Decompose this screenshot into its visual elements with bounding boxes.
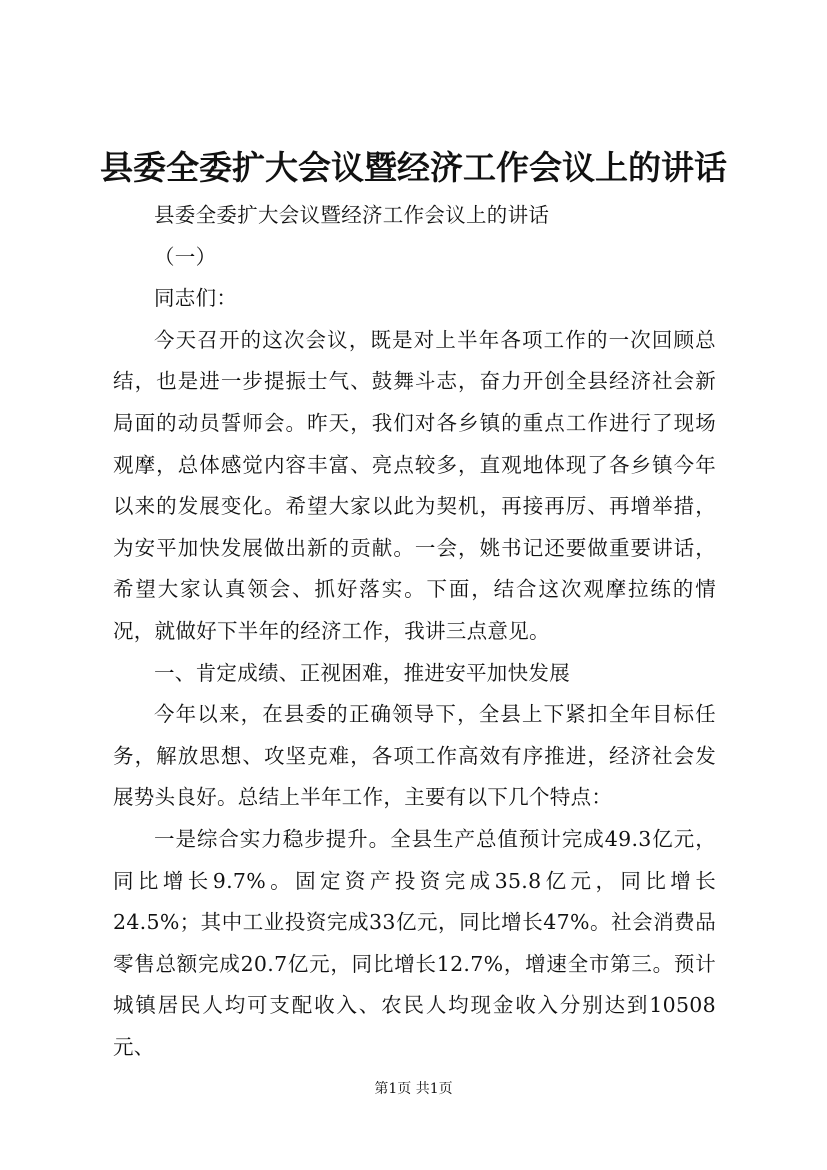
subtitle-paragraph: 县委全委扩大会议暨经济工作会议上的讲话 xyxy=(154,203,550,227)
section-heading: 一、肯定成绩、正视困难，推进安平加快发展 xyxy=(154,660,570,685)
page-footer: 第1页 共1页 xyxy=(374,1081,453,1097)
salutation-paragraph: 同志们： xyxy=(154,286,238,311)
section-number-paragraph: （一） xyxy=(154,244,217,269)
document-body xyxy=(113,195,716,1068)
document-title: 县委全委扩大会议暨经济工作会议上的讲话 xyxy=(100,148,727,187)
body-paragraph: 一是综合实力稳步提升。全县生产总值预计完成49.3亿元，同比增长9.7%。固定资产投资完成35.8亿元，同比增长24.5%；其中工业投资完成33亿元，同比增长47%。社会消费品零售总额完成20.7亿元，同比增长12.7%，增速全市第三。预计城镇居民人均可支配收入、农民人均现金收入分别达到10508元、 xyxy=(113,826,716,1059)
body-paragraph: 今年以来，在县委的正确领导下，全县上下紧扣全年目标任务，解放思想、攻坚克难，各项工作高效有序推进，经济社会发展势头良好。总结上半年工作，主要有以下几个特点： xyxy=(113,702,716,810)
body-paragraph: 今天召开的这次会议，既是对上半年各项工作的一次回顾总结，也是进一步提振士气、鼓舞斗志，奋力开创全县经济社会新局面的动员誓师会。昨天，我们对各乡镇的重点工作进行了现场观摩，总体感觉内容丰富、亮点较多，直观地体现了各乡镇今年以来的发展变化。希望大家以此为契机，再接再厉、再增举措，为安平加快发展做出新的贡献。一会，姚书记还要做重要讲话，希望大家认真领会、抓好落实。下面，结合这次观摩拉练的情况，就做好下半年的经济工作，我讲三点意见。 xyxy=(113,327,716,643)
